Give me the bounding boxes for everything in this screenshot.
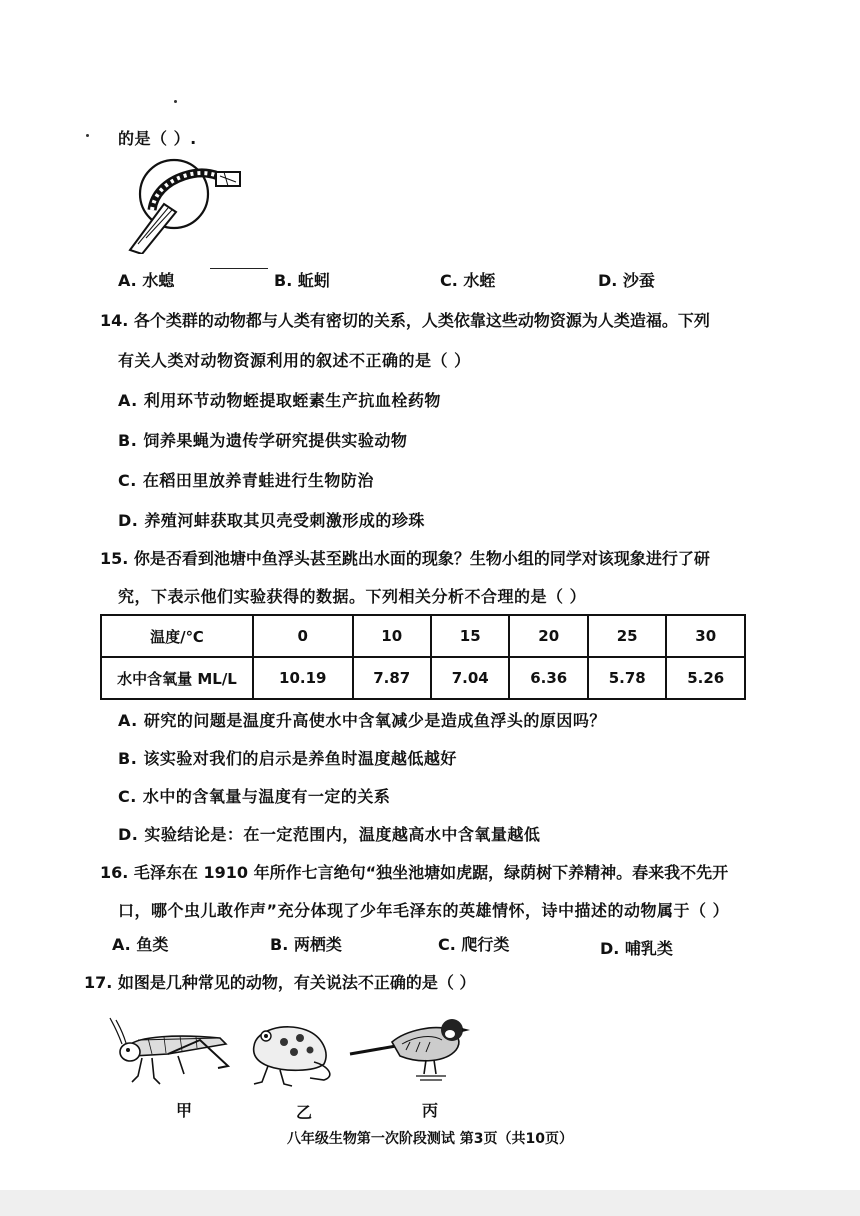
table-header-temperature: 温度/℃ [101, 615, 253, 657]
q16-option-d[interactable]: D. 哺乳类 [600, 939, 673, 958]
q15-option-d[interactable]: D. 实验结论是：在一定范围内，温度越高水中含氧量越低 [118, 825, 541, 844]
q17-line1: 17. 如图是几种常见的动物，有关说法不正确的是（ ） [84, 973, 476, 992]
q15-option-c[interactable]: C. 水中的含氧量与温度有一定的关系 [118, 787, 391, 806]
answer-blank [210, 268, 268, 269]
table-row-temperature [101, 615, 745, 657]
q14-option-c[interactable]: C. 在稻田里放养青蛙进行生物防治 [118, 471, 374, 490]
q14-line2: 有关人类对动物资源利用的叙述不正确的是（ ） [118, 351, 471, 370]
q16-line1: 16. 毛泽东在 1910 年所作七言绝句“独坐池塘如虎踞，绿荫树下养精神。春来我不先开 [100, 863, 729, 882]
animal-label-jia: 甲 [176, 1101, 193, 1120]
table-cell: 5.78 [588, 657, 666, 699]
q16-option-b[interactable]: B. 两栖类 [270, 935, 342, 954]
frog-illustration [244, 1016, 340, 1088]
q16-option-a[interactable]: A. 鱼类 [112, 935, 169, 954]
q15-line2: 究，下表示他们实验获得的数据。下列相关分析不合理的是（ ） [118, 587, 587, 606]
q13-option-c[interactable]: C. 水蛭 [440, 271, 496, 290]
q16-line2: 口，哪个虫儿敢作声”充分体现了少年毛泽东的英雄情怀，诗中描述的动物属于（ ） [118, 901, 730, 920]
earthworm-in-tube-illustration [124, 158, 244, 254]
table-cell: 7.87 [353, 657, 431, 699]
q15-option-b[interactable]: B. 该实验对我们的启示是养鱼时温度越低越好 [118, 749, 457, 768]
q13-option-d[interactable]: D. 沙蚕 [598, 271, 655, 290]
q16-option-c[interactable]: C. 爬行类 [438, 935, 510, 954]
table-cell: 7.04 [431, 657, 509, 699]
table-row-oxygen [101, 657, 745, 699]
scan-edge [0, 1190, 860, 1216]
table-header-oxygen: 水中含氧量 ML/L [101, 657, 253, 699]
page-footer: 八年级生物第一次阶段测试 第3页（共10页） [286, 1131, 574, 1147]
q15-line1: 15. 你是否看到池塘中鱼浮头甚至跳出水面的现象？生物小组的同学对该现象进行了研 [100, 549, 710, 568]
animal-label-bing: 丙 [422, 1101, 439, 1120]
bird-illustration [346, 1012, 472, 1088]
q14-option-d[interactable]: D. 养殖河蚌获取其贝壳受刺激形成的珍珠 [118, 511, 425, 530]
table-cell: 25 [588, 615, 666, 657]
q15-option-a[interactable]: A. 研究的问题是温度升高使水中含氧减少是造成鱼浮头的原因吗？ [118, 711, 606, 730]
q16-options [112, 932, 732, 956]
q14-option-a[interactable]: A. 利用环节动物蛭提取蛭素生产抗血栓药物 [118, 391, 441, 410]
q13-option-b[interactable]: B. 蚯蚓 [274, 271, 330, 290]
table-cell: 6.36 [509, 657, 587, 699]
table-cell: 15 [431, 615, 509, 657]
q13-options [118, 268, 738, 292]
q14-option-b[interactable]: B. 饲养果蝇为遗传学研究提供实验动物 [118, 431, 408, 450]
table-cell: 30 [666, 615, 745, 657]
q14-line1: 14. 各个类群的动物都与人类有密切的关系，人类依靠这些动物资源为人类造福。下列 [100, 311, 710, 330]
animal-label-yi: 乙 [296, 1103, 313, 1122]
scan-speck [86, 134, 89, 137]
oxygen-temperature-table [100, 614, 746, 700]
grasshopper-illustration [108, 1016, 240, 1088]
q13-option-a[interactable]: A. 水螅 [118, 271, 175, 290]
table-cell: 5.26 [666, 657, 745, 699]
table-cell: 0 [253, 615, 353, 657]
table-cell: 10.19 [253, 657, 353, 699]
table-cell: 10 [353, 615, 431, 657]
scan-speck [174, 100, 177, 103]
q13-stem-tail: 的是（ ）. [118, 129, 197, 148]
table-cell: 20 [509, 615, 587, 657]
